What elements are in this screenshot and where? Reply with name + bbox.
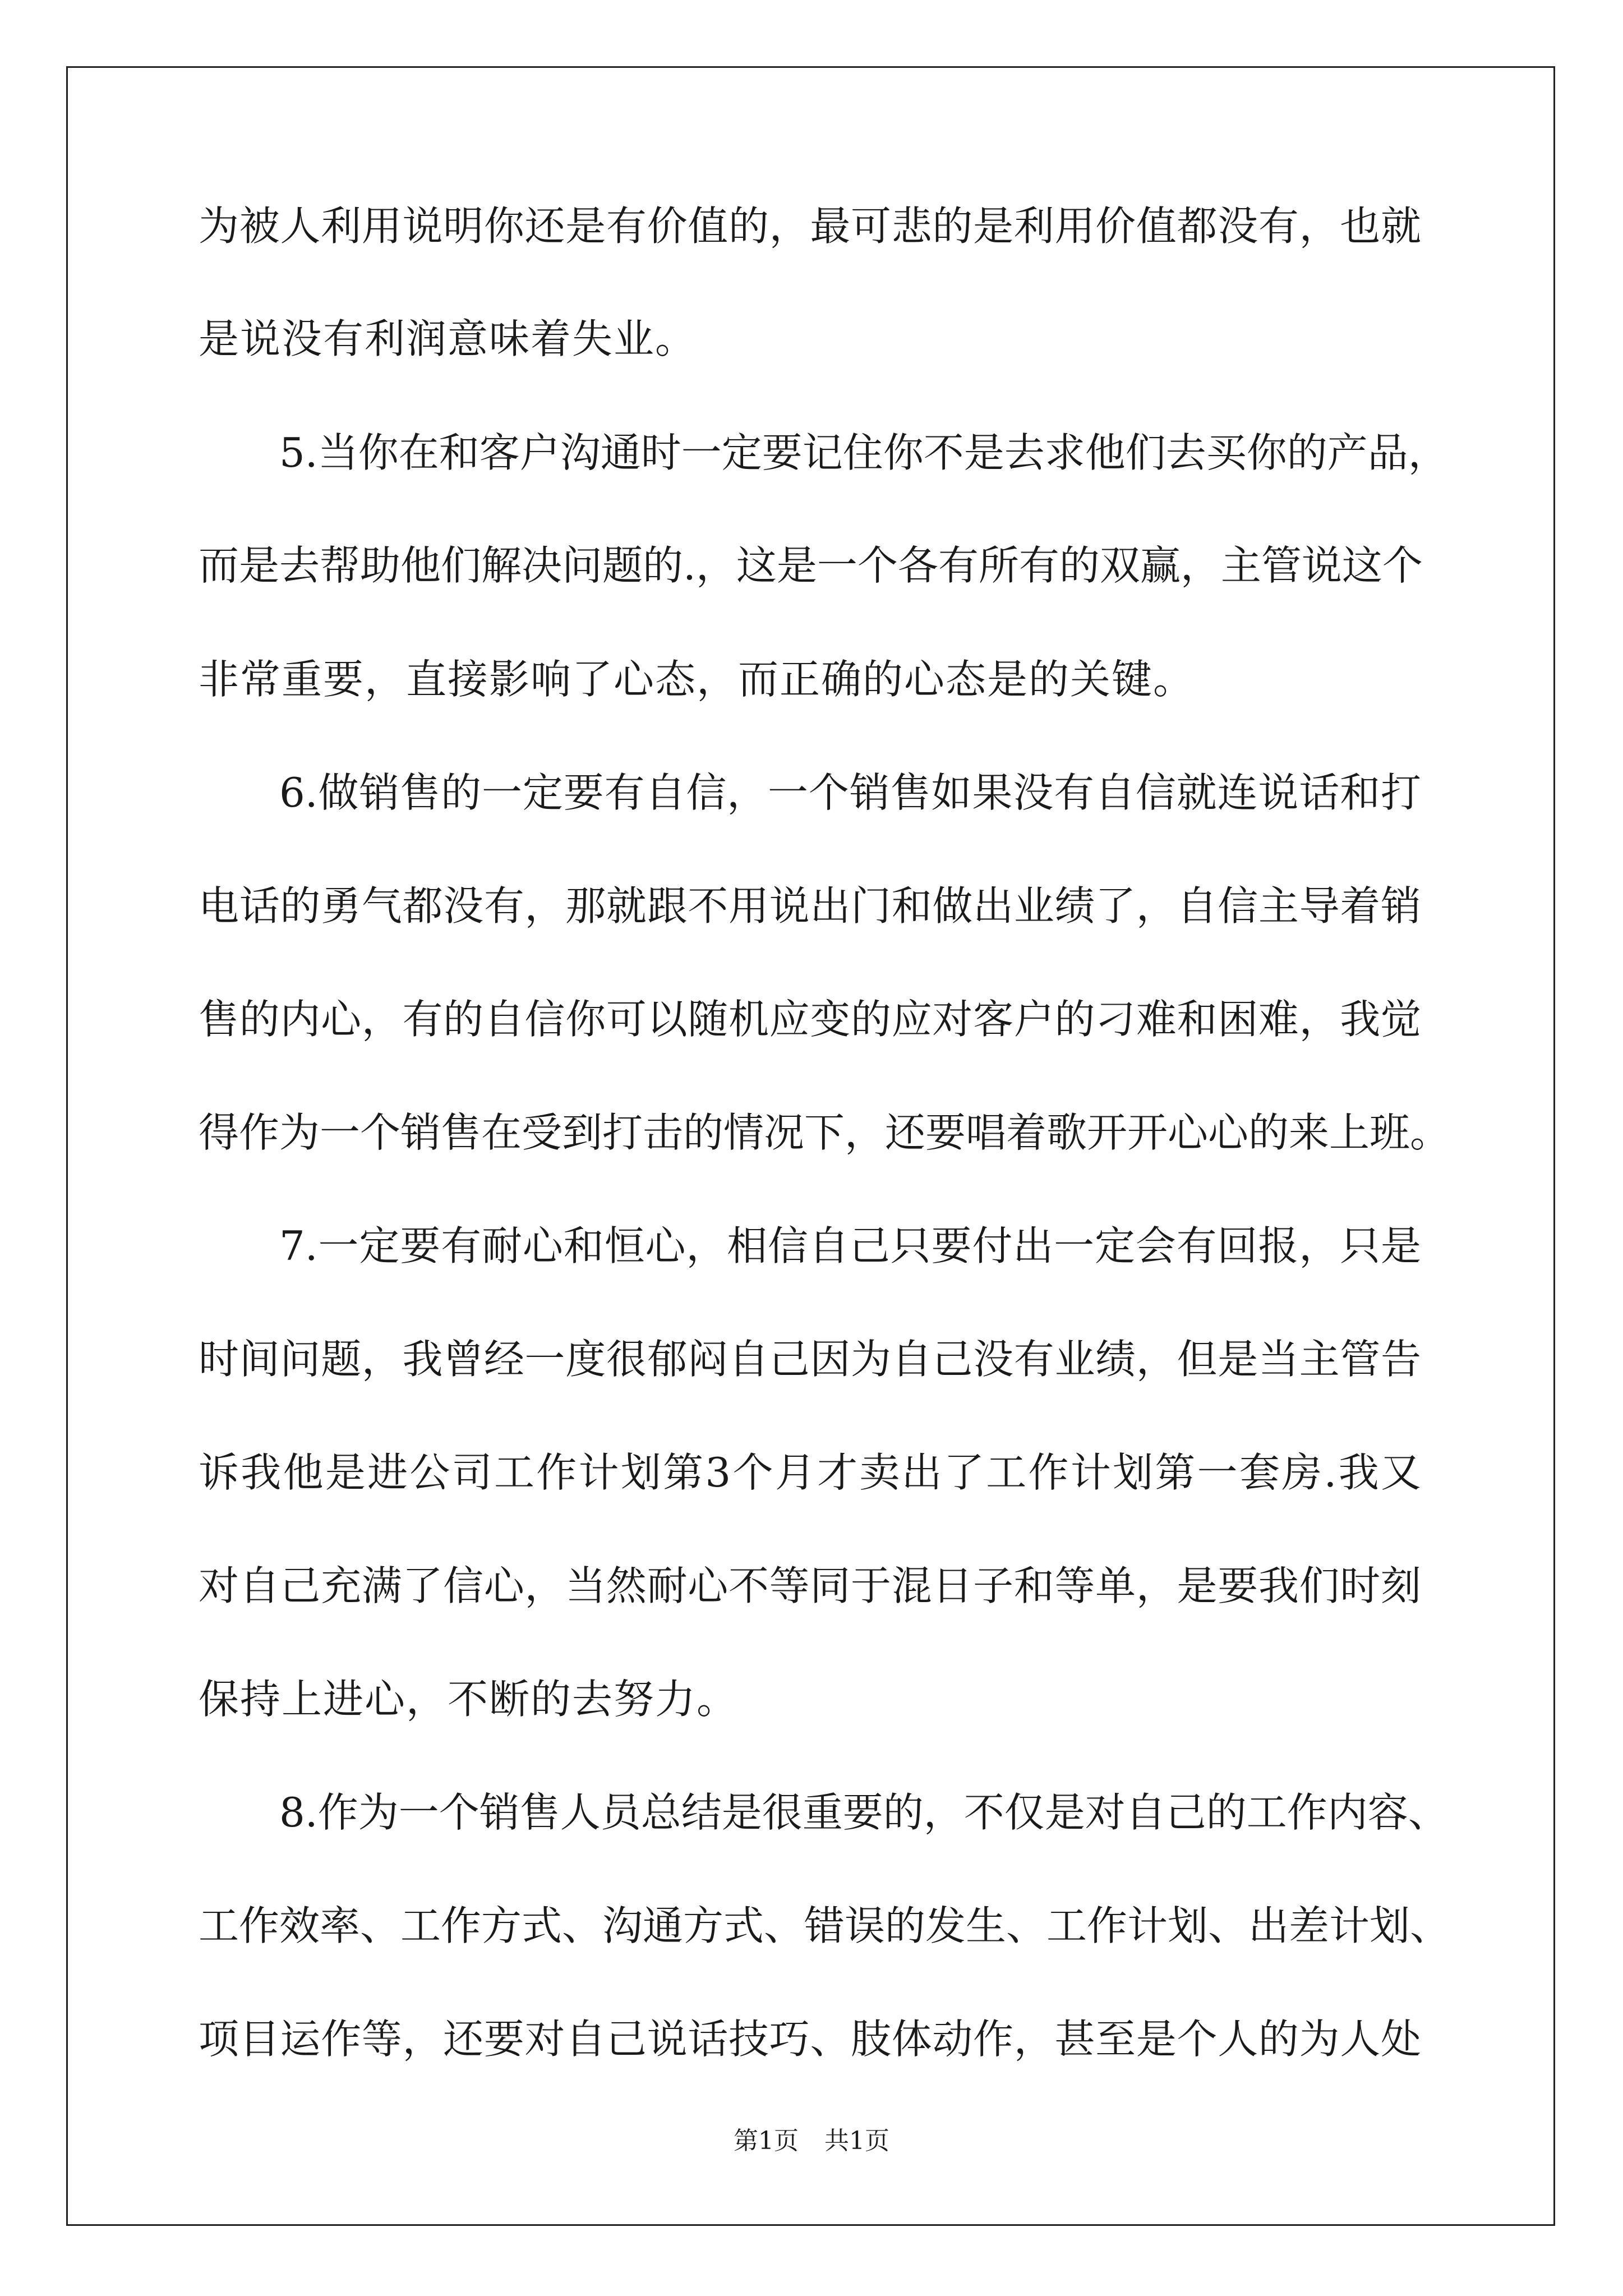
text-line-15: 8.作为一个销售人员总结是很重要的，不仅是对自己的工作内容、 [279,1789,1449,1836]
text-line-2: 是说没有利润意味着失业。 [199,315,697,362]
page-count: 共1页 [824,2127,889,2155]
text-line-6: 6.做销售的一定要有自信，一个销售如果没有自信就连说话和打 [279,769,1421,816]
text-line-12: 诉我他是进公司工作计划第3个月才卖出了工作计划第一套房.我又 [199,1449,1421,1496]
text-line-1: 为被人利用说明你还是有价值的，最可悲的是利用价值都没有，也就 [199,203,1421,250]
text-line-3: 5.当你在和客户沟通时一定要记住你不是去求他们去买你的产品， [279,429,1449,476]
page-footer [0,2120,1623,2156]
text-line-14: 保持上进心，不断的去努力。 [199,1676,739,1723]
text-line-13: 对自己充满了信心，当然耐心不等同于混日子和等单，是要我们时刻 [199,1562,1421,1609]
text-line-8: 售的内心，有的自信你可以随机应变的应对客户的刁难和困难，我觉 [199,996,1421,1043]
text-line-16: 工作效率、工作方式、沟通方式、错误的发生、工作计划、出差计划、 [199,1902,1451,1949]
text-line-9: 得作为一个销售在受到打击的情况下，还要唱着歌开开心心的来上班。 [199,1109,1451,1156]
text-line-10: 7.一定要有耐心和恒心，相信自己只要付出一定会有回报，只是 [279,1222,1421,1269]
text-line-4: 而是去帮助他们解决问题的.，这是一个各有所有的双赢，主管说这个 [199,542,1423,589]
text-line-17: 项目运作等，还要对自己说话技巧、肢体动作，甚至是个人的为人处 [199,2016,1421,2063]
text-line-5: 非常重要，直接影响了心态，而正确的心态是的关键。 [199,656,1195,703]
text-line-11: 时间问题，我曾经一度很郁闷自己因为自己没有业绩，但是当主管告 [199,1336,1421,1383]
text-line-7: 电话的勇气都没有，那就跟不用说出门和做出业绩了，自信主导着销 [199,882,1421,930]
page-number: 第1页 [734,2127,799,2155]
